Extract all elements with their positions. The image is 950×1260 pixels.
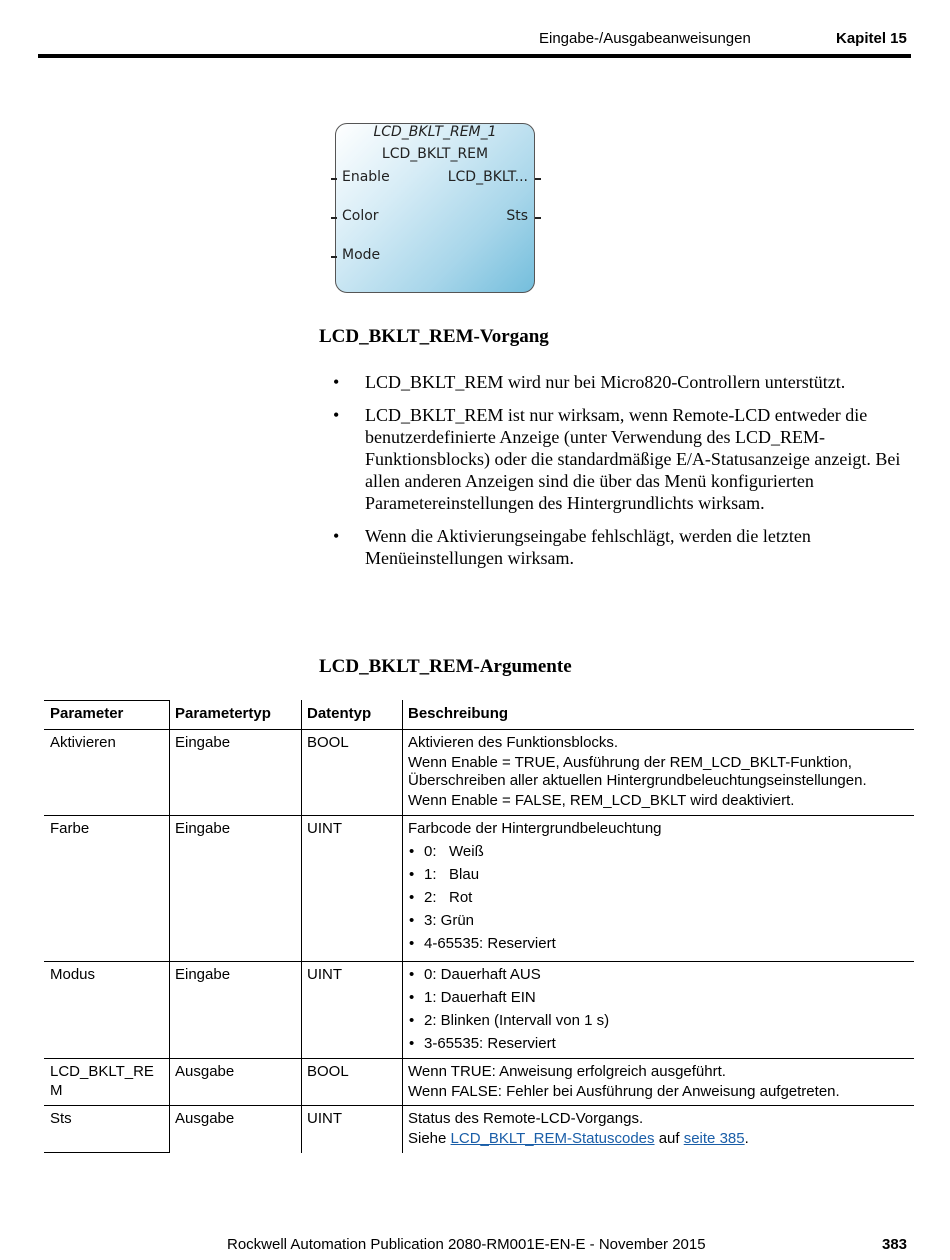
list-item: • 3: Grün	[408, 911, 908, 930]
header-cell-beschreibung: Beschreibung	[408, 705, 509, 722]
input-stub-mode	[331, 256, 337, 258]
table-rule	[44, 700, 169, 701]
operation-bullet: • LCD_BKLT_REM wird nur bei Micro820-Controllern unterstützt.	[333, 372, 846, 392]
cell-beschreibung: Wenn TRUE: Anweisung erfolgreich ausgeführt. Wenn FALSE: Fehler bei Ausführung der Anweisung aufgetreten.	[408, 1063, 840, 1100]
cell-datentyp: UINT	[307, 820, 342, 837]
table-rule	[44, 729, 914, 730]
table-row	[44, 815, 914, 961]
table-row	[44, 1058, 914, 1105]
table-rule	[44, 961, 914, 962]
input-stub-color	[331, 217, 337, 219]
cell-datentyp: BOOL	[307, 734, 349, 751]
cell-datentyp: UINT	[307, 1110, 342, 1127]
cell-parameter: Sts	[50, 1110, 72, 1127]
list-item: • 1: Dauerhaft EIN	[408, 988, 908, 1007]
header-cell-parameter: Parameter	[50, 705, 124, 722]
operation-bullet: • LCD_BKLT_REM ist nur wirksam, wenn Remote-LCD entweder die benutzerdefinierte Anzeige (unter Verwendung des LCD_REM-Funktionsblocks) oder die standardmäßige E/A-Statusanzeige anzeigt. Bei allen anderen Anzeigen sind die über das Menü konfigurierten Parametereinstellungen des Hintergrundlichts wirksam.	[333, 405, 901, 513]
table-row	[44, 729, 914, 815]
table-rule	[169, 700, 170, 1153]
header-rule	[38, 54, 911, 58]
input-stub-enable	[331, 178, 337, 180]
header-cell-datentyp: Datentyp	[307, 705, 372, 722]
cell-parameter: Farbe	[50, 820, 90, 837]
cell-parametertyp: Eingabe	[175, 966, 231, 983]
arguments-table	[44, 700, 914, 1152]
list-item: • 4-65535: Reserviert	[408, 934, 908, 953]
table-row	[44, 961, 914, 1058]
output-pin-lcd-bklt: LCD_BKLT...	[447, 169, 528, 185]
function-block-diagram	[322, 116, 552, 301]
cell-datentyp: BOOL	[307, 1063, 349, 1080]
table-rule	[402, 700, 403, 1153]
block-instance-name: LCD_BKLT_REM_1	[373, 124, 497, 140]
input-pin-enable: Enable	[342, 169, 390, 185]
list-item: • 2: Blinken (Intervall von 1 s)	[408, 1011, 908, 1030]
table-header-row	[44, 700, 914, 729]
input-pin-color: Color	[342, 208, 379, 224]
page-reference-link[interactable]: seite 385	[683, 1130, 745, 1147]
list-item: • 0: Weiß	[408, 842, 908, 861]
output-stub-sts	[535, 217, 541, 219]
table-rule	[301, 700, 302, 1153]
cell-parameter: Modus	[50, 966, 96, 983]
header-cell-parametertyp: Parametertyp	[175, 705, 271, 722]
input-pin-mode: Mode	[342, 247, 381, 263]
running-header-chapter: Kapitel 15	[836, 30, 907, 47]
publication-footer: Rockwell Automation Publication 2080-RM001E-EN-E - November 2015	[227, 1236, 706, 1253]
list-item: • 2: Rot	[408, 888, 908, 907]
function-block-body	[335, 123, 535, 293]
operation-title: LCD_BKLT_REM-Vorgang	[319, 326, 549, 347]
cell-parameter: LCD_BKLT_RE M	[50, 1063, 154, 1099]
arguments-title: LCD_BKLT_REM-Argumente	[319, 656, 572, 677]
cell-parametertyp: Eingabe	[175, 734, 231, 751]
cell-beschreibung: Aktivieren des Funktionsblocks. Wenn Enable = TRUE, Ausführung der REM_LCD_BKLT-Funktion, Überschreiben aller aktuellen Hintergrundbeleuchtungseinstellungen. Wenn Enable = FALSE, REM_LCD_BKLT wird deaktiviert.	[408, 734, 867, 809]
cell-parametertyp: Ausgabe	[175, 1063, 235, 1080]
page-number: 383	[882, 1236, 908, 1253]
output-stub-lcd-bklt	[535, 178, 541, 180]
list-item: • 1: Blau	[408, 865, 908, 884]
table-rule	[44, 1152, 169, 1153]
block-type-name: LCD_BKLT_REM	[381, 146, 489, 162]
running-header-section: Eingabe-/Ausgabeanweisungen	[539, 30, 751, 47]
cell-parameter: Aktivieren	[50, 734, 116, 751]
cell-beschreibung: Status des Remote-LCD-Vorgangs. Siehe LCD_BKLT_REM-Statuscodes auf seite 385.	[408, 1110, 749, 1147]
operation-bullet: • Wenn die Aktivierungseingabe fehlschlägt, werden die letzten Menüeinstellungen wirksam.	[333, 526, 811, 568]
table-rule	[44, 815, 914, 816]
list-item: • 3-65535: Reserviert	[408, 1034, 908, 1053]
list-item: • 0: Dauerhaft AUS	[408, 965, 908, 984]
table-row	[44, 1105, 914, 1152]
operation-bullet-list	[330, 371, 910, 580]
cell-beschreibung	[402, 961, 914, 1057]
table-rule	[44, 1058, 914, 1059]
status-codes-link[interactable]: LCD_BKLT_REM-Statuscodes	[450, 1130, 655, 1147]
cell-datentyp: UINT	[307, 966, 342, 983]
cell-parametertyp: Ausgabe	[175, 1110, 235, 1127]
output-pin-sts: Sts	[506, 208, 528, 224]
table-rule	[44, 1105, 914, 1106]
cell-beschreibung: Farbcode der Hintergrundbeleuchtung • 0: Weiß • 1: Blau • 2: Rot • 3: Grün • 4-65535: Reserviert	[402, 815, 914, 957]
cell-parametertyp: Eingabe	[175, 820, 231, 837]
